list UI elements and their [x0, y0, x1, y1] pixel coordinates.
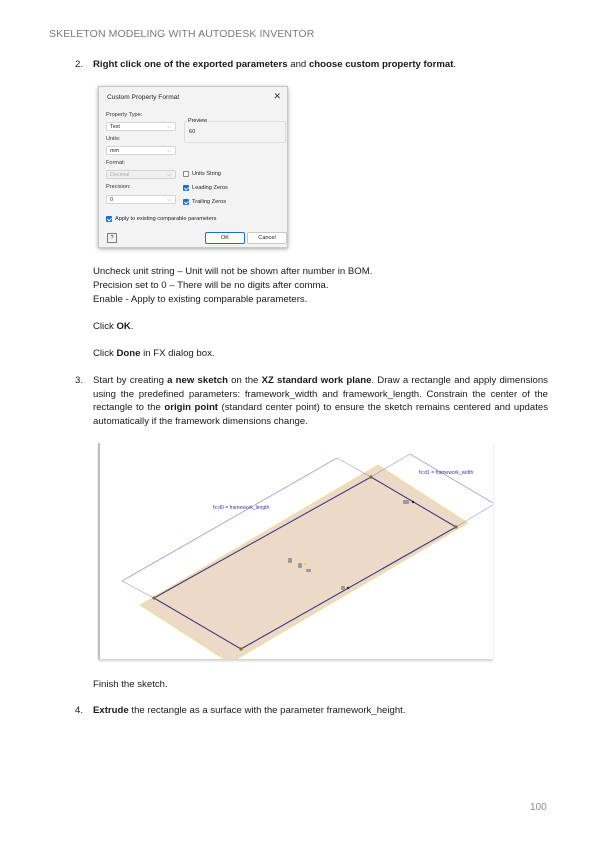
- leading-zeros-checkbox[interactable]: [183, 185, 189, 191]
- text: . Draw a rectangle and apply dimensions using the predefined parameters: framework_width and framework_length. Constrain the center of the rectangle to the: [93, 375, 548, 414]
- step-number: 2.: [75, 59, 84, 70]
- chevron-down-icon: ⌵: [167, 148, 171, 154]
- text: the rectangle as a surface with the parameter framework_height.: [128, 705, 406, 716]
- text: .: [130, 321, 134, 332]
- precision-label: Precision:: [106, 184, 131, 190]
- step-text: [93, 58, 548, 72]
- preview-label: Preview: [188, 118, 208, 124]
- help-icon[interactable]: ?: [107, 233, 117, 243]
- text: and: [287, 59, 309, 70]
- bold-text: Right click one of the exported parameters: [93, 59, 288, 70]
- units-select[interactable]: [106, 146, 176, 155]
- format-select[interactable]: [106, 170, 176, 179]
- trailing-zeros-checkbox[interactable]: [183, 199, 189, 205]
- precision-select[interactable]: [106, 195, 176, 204]
- page-number: 100: [530, 802, 547, 813]
- preview-value: 60: [189, 129, 196, 135]
- bold-text: OK: [116, 321, 131, 332]
- bold-text: Done: [116, 348, 141, 359]
- note-finish-sketch: Finish the sketch.: [93, 679, 168, 690]
- dialog-title: Custom Property Format: [107, 94, 180, 101]
- note-apply: Enable - Apply to existing comparable parameters.: [93, 294, 308, 305]
- units-string-label: Units String: [192, 171, 221, 177]
- format-label: Format:: [106, 160, 126, 166]
- step-text: [93, 704, 548, 718]
- note-click-done: [93, 347, 215, 361]
- chevron-down-icon: ⌵: [167, 197, 171, 203]
- step-number: 4.: [75, 705, 84, 716]
- preview-group: [184, 121, 286, 143]
- apply-existing-label: Apply to existing comparable parameters: [115, 216, 217, 222]
- bold-text: origin point: [164, 402, 219, 414]
- text: Start by creating: [93, 375, 168, 386]
- leading-zeros-label: Leading Zeros: [192, 185, 228, 191]
- text: (standard center point) to ensure the sketch remains centered and updates automatically if the framework dimensions change.: [93, 402, 548, 427]
- running-header: SKELETON MODELING WITH AUTODESK INVENTOR: [49, 28, 315, 40]
- chevron-down-icon: ⌵: [167, 124, 171, 130]
- units-value: mm: [110, 148, 119, 154]
- cancel-button[interactable]: Cancel: [247, 232, 287, 244]
- text: Click: [93, 321, 117, 332]
- text: .: [453, 59, 457, 70]
- chevron-down-icon: ⌵: [167, 172, 171, 178]
- close-icon[interactable]: ✕: [273, 91, 281, 101]
- property-type-value: Text: [110, 124, 120, 130]
- note-unit-string: Uncheck unit string – Unit will not be shown after number in BOM.: [93, 266, 373, 277]
- property-type-select[interactable]: [106, 122, 176, 131]
- apply-existing-checkbox[interactable]: [106, 216, 112, 222]
- trailing-zeros-label: Trailing Zeros: [192, 199, 226, 205]
- bold-text: choose custom property format: [308, 59, 454, 70]
- text: on the: [227, 375, 262, 386]
- dimension-length-label: fx:d0 = framework_length: [213, 505, 270, 511]
- units-string-checkbox[interactable]: [183, 171, 189, 177]
- precision-value: 0: [110, 197, 113, 203]
- text: in FX dialog box.: [140, 348, 215, 359]
- text: Click: [93, 348, 117, 359]
- note-precision: Precision set to 0 – There will be no digits after comma.: [93, 280, 329, 291]
- ok-button[interactable]: OK: [205, 232, 245, 244]
- format-value: Decimal: [110, 172, 130, 178]
- property-type-label: Property Type:: [106, 112, 143, 118]
- step-text: [93, 374, 548, 428]
- sketch-figure: [98, 443, 493, 659]
- step-number: 3.: [75, 375, 84, 386]
- units-label: Units:: [106, 136, 121, 142]
- note-click-ok: [93, 320, 134, 334]
- custom-property-format-dialog: [98, 86, 288, 248]
- bold-text: Extrude: [93, 705, 129, 716]
- dimension-width-label: fx:d1 = framework_width: [419, 470, 474, 476]
- bold-text: a new sketch: [167, 375, 228, 386]
- bold-text: XZ standard work plane: [261, 375, 372, 386]
